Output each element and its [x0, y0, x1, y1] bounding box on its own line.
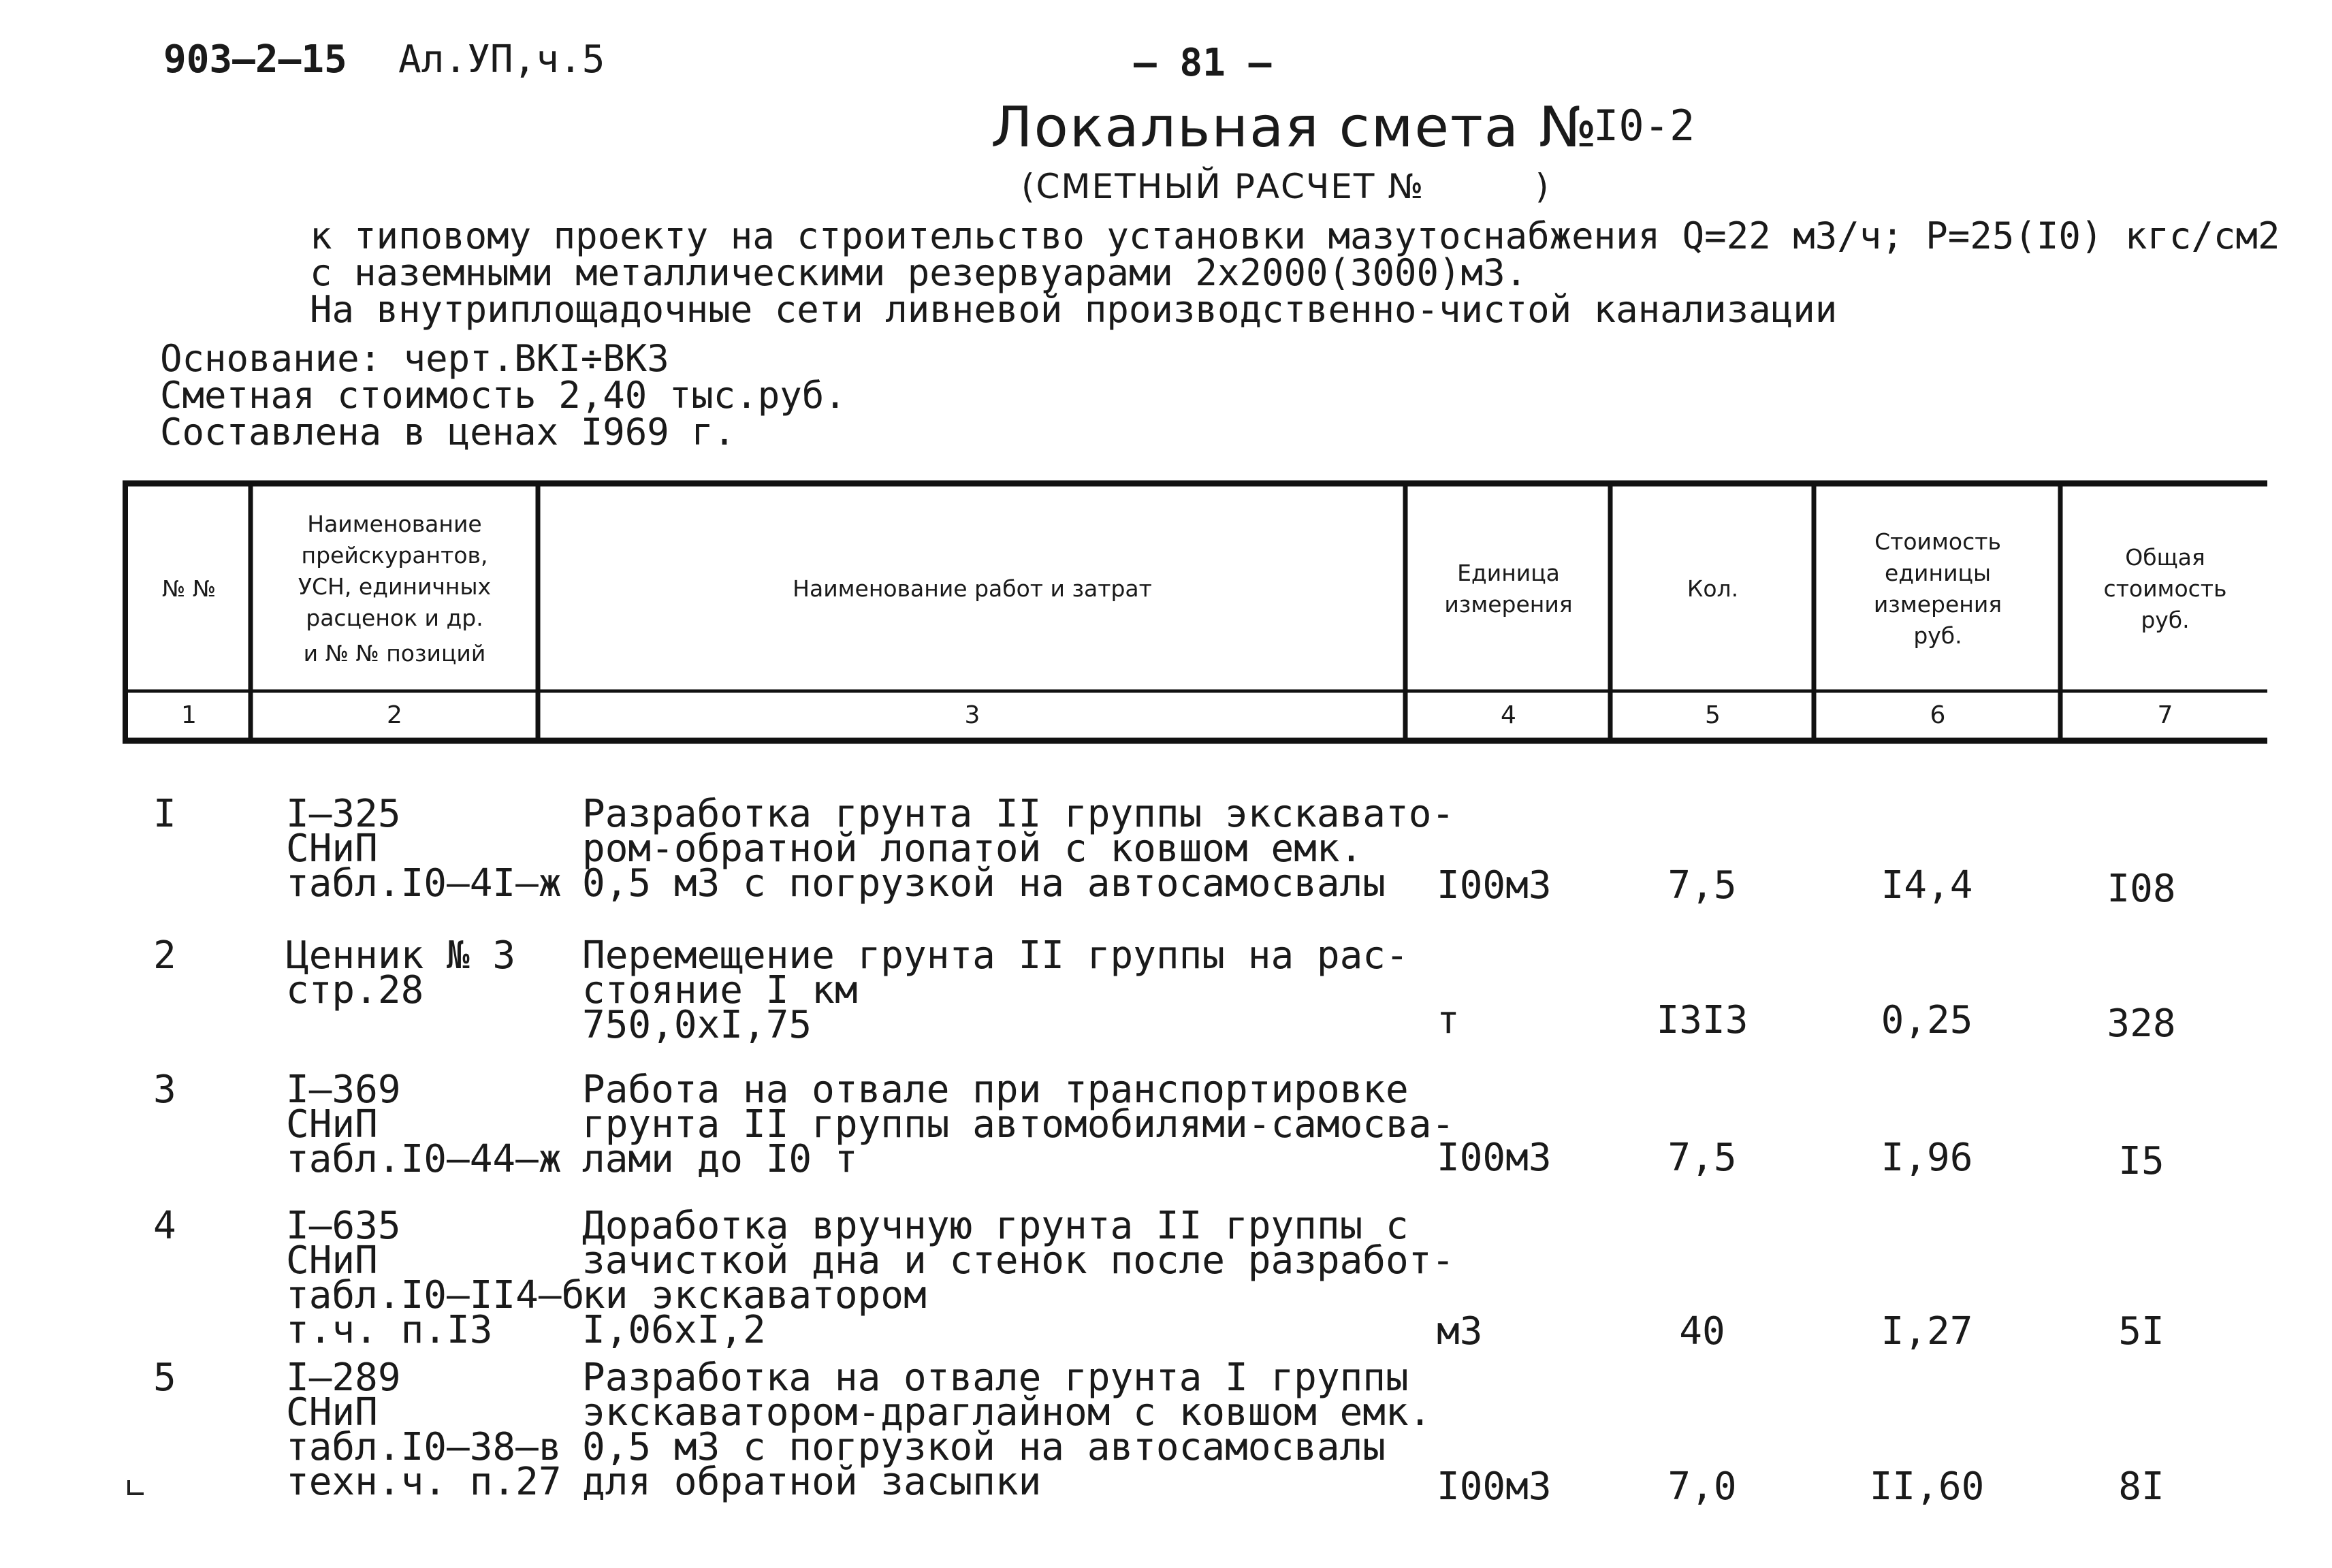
calculation-title: (СМЕТНЫЙ РАСЧЕТ №: [1021, 167, 1425, 206]
description-line: I,06хI,2: [582, 1308, 766, 1352]
row-quantity: 7,5: [1667, 863, 1737, 908]
intro-line-networks: На внутриплощадочные сети ливневой производственно-чистой канализации: [310, 288, 1838, 331]
row-total: 328: [2107, 1002, 2176, 1046]
album-reference: Ал.УП,ч.5: [398, 37, 605, 82]
row-unit: т: [1437, 998, 1460, 1042]
row-number: 2: [153, 933, 176, 978]
row-pricelist-code: [286, 792, 562, 906]
price-year-line: Составлена в ценах I969 г.: [160, 411, 736, 453]
row-pricelist-code: [286, 933, 516, 1012]
description-line: Разработка на отвале грунта I группы: [582, 1356, 1409, 1400]
header-col-quantity: Кол.: [1687, 575, 1739, 602]
description-line: для обратной засыпки: [582, 1460, 1042, 1504]
column-number-7: 7: [2157, 701, 2173, 729]
header-col-unit-cost: [1817, 490, 2059, 688]
code-line: стр.28: [286, 968, 424, 1012]
row-unit-cost: 0,25: [1881, 998, 1973, 1042]
code-line: I–369: [286, 1068, 401, 1112]
header-col-pricelist-line: УСН, единичных: [298, 573, 492, 600]
intro-line-tanks: с наземными металлическими резервуарами 2х2000(3000)м3.: [310, 251, 1528, 294]
row-number: 3: [153, 1068, 176, 1112]
row-description: [582, 1068, 1455, 1181]
row-pricelist-code: [286, 1068, 562, 1181]
row-quantity: 7,0: [1667, 1465, 1737, 1509]
code-line: техн.ч. п.27: [286, 1460, 562, 1504]
row-unit-cost: I4,4: [1881, 863, 1973, 908]
code-line: I–635: [286, 1204, 401, 1248]
row-unit-cost: I,96: [1881, 1136, 1973, 1180]
row-unit: м3: [1437, 1309, 1483, 1354]
description-line: грунта II группы автомобилями-самосва-: [582, 1102, 1455, 1147]
header-col-pricelist: [253, 497, 536, 681]
description-line: Доработка вручную грунта II группы с: [582, 1204, 1409, 1248]
row-number: 4: [153, 1204, 176, 1248]
estimate-number: I0-2: [1593, 101, 1695, 150]
description-line: 0,5 м3 с погрузкой на автосамосвалы: [582, 861, 1386, 906]
header-col-unit-cost-line: единицы: [1884, 560, 1992, 586]
row-number: I: [153, 792, 176, 836]
column-number-6: 6: [1930, 701, 1946, 729]
row-description: [582, 1204, 1455, 1352]
intro-line-project: к типовому проекту на строительство установки мазутоснабжения Q=22 м3/ч; Р=25(I0) кгс/см2: [310, 214, 2280, 257]
description-line: стояние I км: [582, 968, 858, 1012]
row-unit-cost: II,60: [1869, 1465, 1985, 1509]
code-line: табл.I0–38–в: [286, 1425, 562, 1469]
column-number-2: 2: [387, 701, 402, 729]
row-description: [582, 792, 1455, 906]
row-total: I08: [2107, 867, 2176, 911]
description-line: 750,0хI,75: [582, 1003, 812, 1047]
calculation-title-close: ): [1535, 167, 1549, 206]
description-line: Перемещение грунта II группы на рас-: [582, 933, 1409, 978]
description-line: ром-обратной лопатой с ковшом емк.: [582, 827, 1363, 871]
document-code: 903–2–15: [163, 37, 347, 82]
header-col-unit-cost-line: Стоимость: [1874, 528, 2001, 555]
code-line: СНиП: [286, 1102, 378, 1147]
row-unit: I00м3: [1437, 1136, 1552, 1180]
code-line: СНиП: [286, 1238, 378, 1283]
code-line: СНиП: [286, 827, 378, 871]
description-line: зачисткой дна и стенок после разработ-: [582, 1238, 1455, 1283]
basis-line: Основание: черт.ВКI÷ВК3: [160, 337, 669, 380]
estimated-cost-line: Сметная стоимость 2,40 тыс.руб.: [160, 374, 846, 417]
header-col-unit-line: Единица: [1457, 560, 1560, 586]
row-description: [582, 933, 1409, 1047]
row-pricelist-code: [286, 1204, 585, 1352]
scan-corner-mark-icon: [126, 1477, 146, 1498]
description-line: лами до I0 т: [582, 1137, 858, 1181]
header-col-total: [2063, 490, 2267, 688]
header-col-total-line: Общая: [2125, 544, 2205, 571]
column-number-3: 3: [964, 701, 980, 729]
header-col-total-line: руб.: [2141, 607, 2190, 633]
code-line: СНиП: [286, 1390, 378, 1435]
description-line: Разработка грунта II группы экскавато-: [582, 792, 1455, 836]
description-line: Работа на отвале при транспортировке: [582, 1068, 1409, 1112]
row-unit: I00м3: [1437, 1465, 1552, 1509]
code-line: табл.I0–4I–ж: [286, 861, 562, 906]
header-col-description: Наименование работ и затрат: [793, 575, 1152, 602]
row-pricelist-code: [286, 1356, 562, 1504]
description-line: 0,5 м3 с погрузкой на автосамосвалы: [582, 1425, 1386, 1469]
row-quantity: 7,5: [1667, 1136, 1737, 1180]
row-unit-cost: I,27: [1881, 1309, 1973, 1354]
code-line: Ценник № 3: [286, 933, 516, 978]
row-total: 8I: [2118, 1465, 2165, 1509]
row-unit: I00м3: [1437, 863, 1552, 908]
header-col-unit-cost-line: руб.: [1913, 622, 1962, 649]
code-line: т.ч. п.I3: [286, 1308, 493, 1352]
column-number-5: 5: [1705, 701, 1721, 729]
code-line: табл.I0–44–ж: [286, 1137, 562, 1181]
row-total: I5: [2118, 1139, 2165, 1183]
description-line: ки экскаватором: [582, 1273, 927, 1317]
header-col-pricelist-line: прейскурантов,: [301, 542, 488, 569]
estimate-title: Локальная смета №: [991, 95, 1599, 160]
header-col-pricelist-line: и № № позиций: [303, 640, 486, 667]
column-number-1: 1: [181, 701, 197, 729]
code-line: I–325: [286, 792, 401, 836]
header-col-pricelist-line: расценок и др.: [306, 605, 483, 631]
column-number-4: 4: [1501, 701, 1516, 729]
header-col-unit-line: измерения: [1444, 591, 1573, 618]
header-col-number: № №: [161, 575, 217, 602]
row-total: 5I: [2118, 1309, 2165, 1354]
header-col-unit-cost-line: измерения: [1873, 591, 2002, 618]
row-quantity: 40: [1679, 1309, 1725, 1354]
row-quantity: I3I3: [1656, 998, 1748, 1042]
description-line: экскаватором-драглайном с ковшом емк.: [582, 1390, 1432, 1435]
code-line: табл.I0–II4–б: [286, 1273, 585, 1317]
row-description: [582, 1356, 1432, 1504]
page-number: — 81 —: [1134, 41, 1272, 85]
header-col-pricelist-line: Наименование: [307, 511, 482, 537]
header-col-total-line: стоимость: [2103, 575, 2227, 602]
code-line: I–289: [286, 1356, 401, 1400]
header-col-unit: [1408, 490, 1609, 688]
row-number: 5: [153, 1356, 176, 1400]
